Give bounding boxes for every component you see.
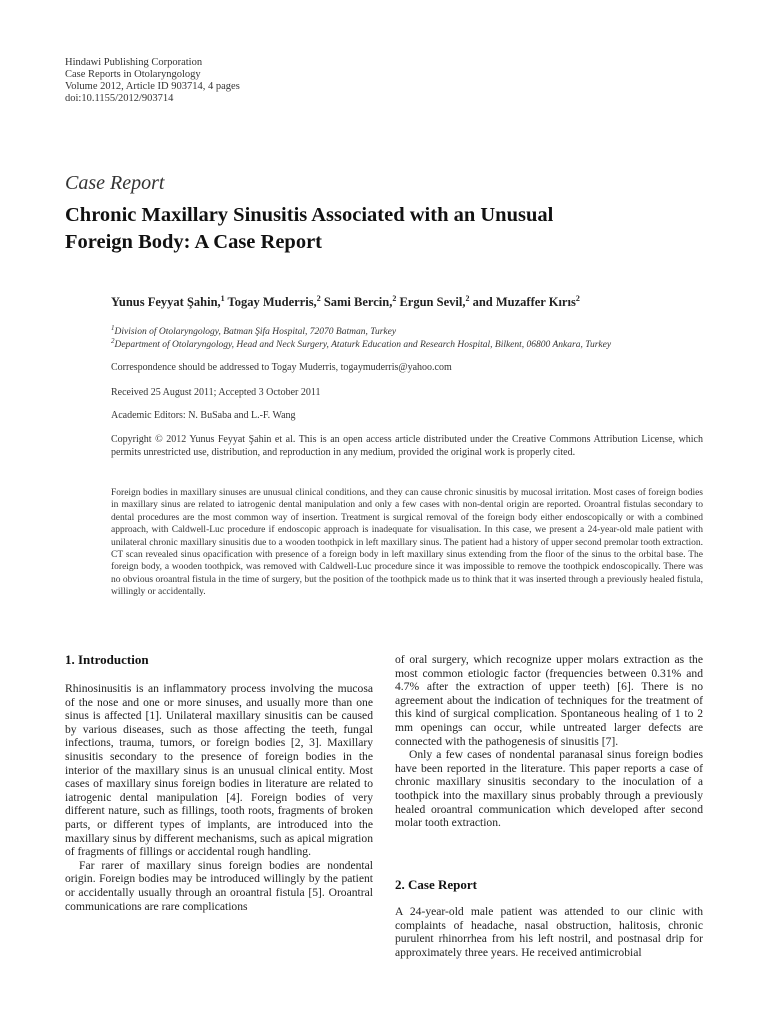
paragraph: Far rarer of maxillary sinus foreign bodies are nondental origin. Foreign bodies may be introduced willingly by the patient or accidentally usually through an oroantral fistula [5]. Oroantral communications are rare complications [65, 858, 373, 913]
paragraph: of oral surgery, which recognize upper molars extraction as the most common etiologic factor (frequencies between 0.31% and 4.7% after the extraction of upper teeth) [6]. There is no agreement about the indication of techniques for the treatment of this kind of surgical complication. Spontaneous healing of 1 to 2 mm openings can occur, while untreated larger defects are connected with the pathogenesis of sinusitis [7]. [395, 653, 703, 748]
affiliation-mark: 2 [111, 337, 115, 345]
volume-line: Volume 2012, Article ID 903714, 4 pages [65, 81, 240, 92]
author-name: and Muzaffer Kırıs [469, 295, 576, 310]
author-affiliation-mark: 2 [316, 294, 321, 303]
affiliation-text: Department of Otolaryngology, Head and Neck Surgery, Ataturk Education and Research Hospital, Bilkent, 06800 Ankara, Turkey [114, 340, 612, 351]
paragraph: A 24-year-old male patient was attended to our clinic with complaints of headache, nasal obstruction, halitosis, chronic purulent rhinorrhea from his left nostril, and postnasal drip for approximately three years. He received antimicrobial [395, 905, 703, 959]
doi-line[interactable]: doi:10.1155/2012/903714 [65, 93, 174, 104]
paragraph: Rhinosinusitis is an inflammatory process involving the mucosa of the nose and one or more sinuses, and usually more than one sinus is affected [1]. Unilateral maxillary sinusitis can be caused by various diseases, such as those affecting the teeth, fungal infections, trauma, tumors, or foreign bodies [2, 3]. Maxillary sinusitis secondary to the presence of foreign bodies in the interior of the maxillary sinus is an unusual clinical entity. Most cases of maxillary sinus foreign bodies in literature are related to iatrogenic dental manipulation [4]. Foreign bodies of very different nature, such as fillings, tooth roots, fragments of broken parts, or different types of implants, are introduced into the maxillary sinus by different mechanisms, such as apical migration of fragments of fillings or accidental rough handling. [65, 682, 373, 859]
author-name: Ergun Sevil, [396, 295, 466, 310]
author-name: Yunus Feyyat Şahin, [111, 295, 221, 310]
author-list [111, 294, 580, 310]
author-name: Togay Muderris, [224, 295, 317, 310]
correspondence-email[interactable]: togaymuderris@yahoo.com [340, 362, 452, 373]
affiliation-2 [111, 337, 611, 350]
author-affiliation-mark: 2 [465, 294, 470, 303]
case-report-column [395, 905, 703, 959]
affiliation-text: Division of Otolaryngology, Batman Şifa Hospital, 72070 Batman, Turkey [114, 327, 397, 338]
correspondence-text: Correspondence should be addressed to Togay Muderris, [111, 362, 341, 373]
section-heading-introduction: 1. Introduction [65, 652, 149, 667]
correspondence-line [111, 362, 452, 373]
abstract: Foreign bodies in maxillary sinuses are unusual clinical conditions, and they can cause chronic sinusitis by mucosal irritation. Most cases of foreign bodies in maxillary sinus are related to iatrogenic dental manipulation and only a few cases with non-dental origin are reported. Oroantral fistulas secondary to dental procedures are the most common way of insertion. Treatment is surgical removal of the foreign body either endoscopically or with a combined approach, with Caldwell-Luc procedure if endoscopic approach is inadequate for visualisation. In this case, we present a 24-year-old male patient with unilateral chronic maxillary sinusitis due to a wooden toothpick in left maxillary sinus. The patient had a history of upper second premolar tooth extraction. CT scan revealed sinus opacification with presence of a foreign body in left maxillary sinus extending from the floor of the sinus to the orbital base. The foreign body, a wooden toothpick, was removed with Caldwell-Luc procedure since it was impossible to remove the toothpick endoscopically. There was no obvious oroantral fistula in the time of surgery, but the position of the toothpick made us to think that it was inserted through a previously healed fistula, willingly or accidentally. [111, 488, 703, 598]
right-column [395, 653, 703, 830]
author-affiliation-mark: 1 [220, 294, 225, 303]
left-column [65, 682, 373, 913]
copyright-notice: Copyright © 2012 Yunus Feyyat Şahin et al. This is an open access article distributed under the Creative Commons Attribution License, which permits unrestricted use, distribution, and reproduction in any medium, provided the original work is properly cited. [111, 434, 703, 458]
article-title: Chronic Maxillary Sinusitis Associated with an Unusual Foreign Body: A Case Report [65, 204, 554, 253]
journal-line: Case Reports in Otolaryngology [65, 69, 201, 80]
editors-line: Academic Editors: N. BuSaba and L.-F. Wang [111, 410, 296, 421]
author-name: Sami Bercin, [320, 295, 393, 310]
article-type: Case Report [65, 172, 165, 194]
affiliation-1 [111, 324, 396, 337]
affiliation-mark: 1 [111, 324, 115, 332]
section-heading-case-report: 2. Case Report [395, 877, 477, 892]
received-line: Received 25 August 2011; Accepted 3 October 2011 [111, 387, 321, 398]
publisher-line: Hindawi Publishing Corporation [65, 57, 203, 68]
author-affiliation-mark: 2 [575, 294, 580, 303]
author-affiliation-mark: 2 [392, 294, 397, 303]
paragraph: Only a few cases of nondental paranasal sinus foreign bodies have been reported in the literature. This paper reports a case of chronic maxillary sinusitis secondary to the inoculation of a toothpick into the maxillary sinus probably through a previously healed oroantral communication which developed after second molar tooth extraction. [395, 748, 703, 830]
